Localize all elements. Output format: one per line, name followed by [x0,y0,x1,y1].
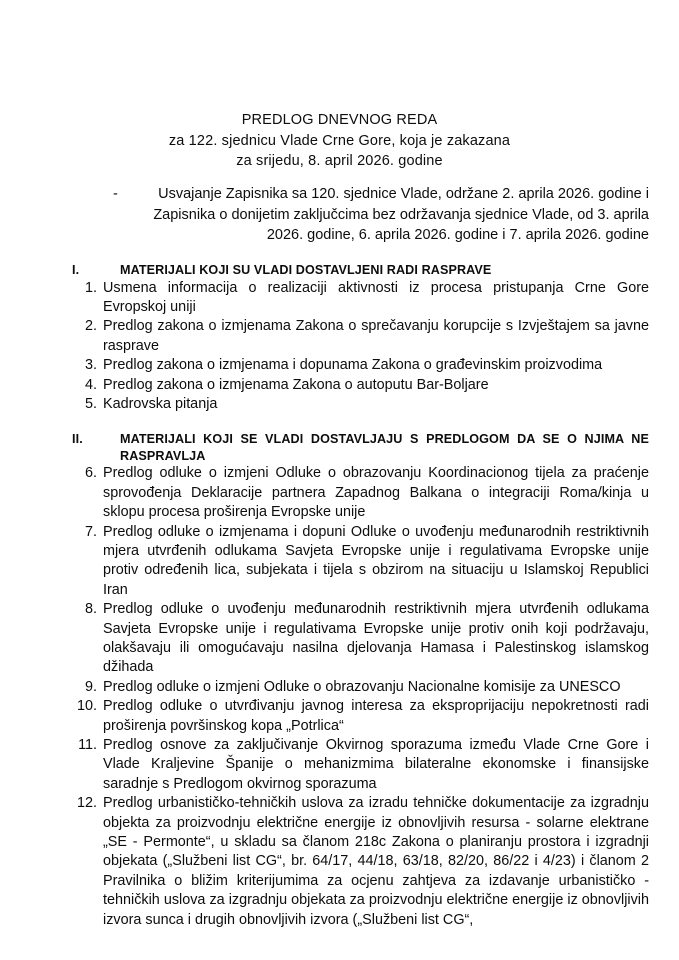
agenda-item-text: Predlog zakona o izmjenama Zakona o autoputu Bar-Boljare [103,376,489,393]
intro-row [113,184,649,246]
agenda-item-number: 12. [76,795,97,812]
agenda-item-number: 8. [84,601,97,618]
agenda-item-text: Predlog zakona o izmjenama Zakona o sprečavanju korupcije s Izvještajem sa javne rasprave [103,318,649,354]
agenda-item[interactable] [72,464,649,522]
section-title-1: MATERIJALI KOJI SU VLADI DOSTAVLJENI RADI RASPRAVE [120,263,492,277]
agenda-item-text: Kadrovska pitanja [103,395,218,412]
agenda-item[interactable] [72,279,649,318]
agenda-item[interactable] [72,356,649,375]
document-title: PREDLOG DNEVNOG REDA [241,112,438,128]
agenda-item-number: 11. [78,737,97,754]
document-subtitle-date: za srijedu, 8. april 2026. godine [236,153,443,169]
agenda-item-number: 4. [84,376,97,393]
section-numeral-1: I. [72,263,80,277]
agenda-body [72,262,649,930]
intro-text: Usvajanje Zapisnika sa 120. sjednice Vlade, održane 2. aprila 2026. godine i Zapisnika o donijetim zaključcima bez održavanja sjednice Vlade, od 3. aprila 2026. godine, 6. aprila 2026. godine i 7. aprila 2026. godine [153,186,649,243]
agenda-item-text: Predlog odluke o izmjeni Odluke o obrazovanju Koordinacionog tijela za praćenje sprovođenja Deklaracije partnera Zapadnog Balkana o integraciji Roma/kinja u sklopu procesa proširenja Evropske unije [103,465,649,521]
section-title-2: MATERIJALI KOJI SE VLADI DOSTAVLJAJU S PREDLOGOM DA SE O NJIMA NE RASPRAVLJA [120,432,649,463]
agenda-item-text: Predlog osnove za zaključivanje Okvirnog sporazuma između Vlade Crne Gore i Vlade Kraljevine Španije o mehanizmima bilateralne ekonomske i finansijske saradnje s Predlogom okvirnog sporazuma [103,737,649,792]
section-numeral-2: II. [72,432,83,447]
agenda-item-number: 10. [76,698,97,715]
agenda-item[interactable] [72,736,649,794]
agenda-item-text: Predlog odluke o izmjeni Odluke o obrazovanju Nacionalne komisije za UNESCO [103,678,621,695]
agenda-item[interactable] [72,376,649,395]
section-heading-2 [72,431,649,464]
agenda-item[interactable] [72,794,649,930]
agenda-item-number: 2. [84,318,97,335]
section-spacer [72,414,649,431]
agenda-item-text: Predlog odluke o utvrđivanju javnog interesa za eksproprijaciju nepokretnosti radi proširenja površinskog kopa „Potrlica“ [103,698,649,734]
agenda-item[interactable] [72,317,649,356]
agenda-item-number: 3. [84,357,97,374]
agenda-item-text: Predlog odluke o uvođenju međunarodnih restriktivnih mjera utvrđenih odlukama Savjeta Evropske unije i regulativama Evropske unije protiv onih koji podržavaju, olakšavaju ili omogućavaju nasilna djelovanja Hamasa i Palestinskog islamskog džihada [103,601,649,676]
agenda-item[interactable] [72,523,649,601]
agenda-item[interactable] [72,600,649,678]
agenda-item-number: 1. [84,279,97,296]
agenda-item-number: 7. [84,523,97,540]
agenda-item-number: 6. [84,465,97,482]
intro-paragraph [113,184,649,246]
intro-dash-marker: - [113,186,118,202]
agenda-item-text: Predlog zakona o izmjenama i dopunama Zakona o građevinskim proizvodima [103,357,603,374]
agenda-item-number: 5. [84,395,97,412]
agenda-item-text: Usmena informacija o realizaciji aktivnosti iz procesa pristupanja Crne Gore Evropskoj uniji [103,279,649,315]
agenda-item[interactable] [72,678,649,697]
agenda-item-number: 9. [84,678,97,695]
agenda-item-text: Predlog odluke o izmjenama i dopuni Odluke o uvođenju međunarodnih restriktivnih mjera utvrđenih odlukama Savjeta Evropske unije i regulativama Evropske unije protiv određenih lica, subjekata i tijela s obzirom na situaciju u Islamskoj Republici Iran [103,523,649,598]
agenda-item-text: Predlog urbanističko-tehničkih uslova za izradu tehničke dokumentacije za izgradnju objekta za proizvodnju električne energije iz obnovljivih resursa - solarne elektrane „SE - Permonte“, u skladu sa članom 218c Zakona o planiranju prostora i izgradnji objekata („Službeni list CG“, br. 64/17, 44/18, 63/18, 82/20, 86/22 i 4/23) i članom 2 Pravilnika o bližim kriterijumima za ocjenu zahtjeva za izdavanje urbanističko - tehničkih uslova za izgradnju objekata za proizvodnju električne energije iz obnovljivih izvora sunca i drugih obnovljivih izvora („Službeni list CG“, [103,795,649,928]
agenda-item[interactable] [72,395,649,414]
document-subtitle-session: za 122. sjednicu Vlade Crne Gore, koja je zakazana [168,132,511,149]
document-header [0,110,679,172]
section-heading-1 [72,262,649,279]
agenda-item[interactable] [72,697,649,736]
